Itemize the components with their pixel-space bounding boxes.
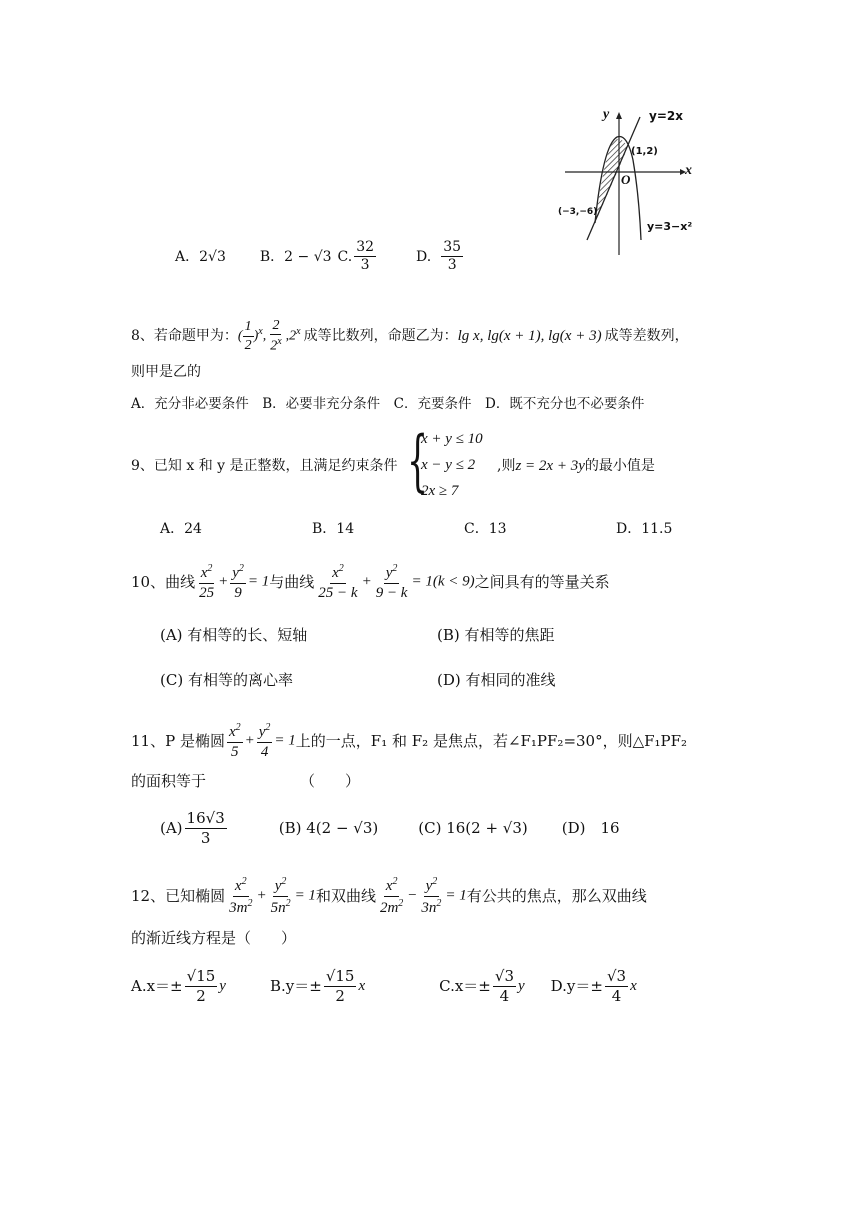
q12-opt-b-var: x xyxy=(358,977,366,994)
q9-opt-c: C．13 xyxy=(464,521,507,537)
q9-suffix-b: z = 2x + 3y xyxy=(515,458,585,474)
q12-opt-b-pre: B.y＝± xyxy=(269,976,322,995)
q12-options xyxy=(131,968,637,1004)
line-label: y=2x xyxy=(649,109,683,123)
q9-c3: 2x ≥ 7 xyxy=(421,483,459,499)
q11-opt-a-den: 3 xyxy=(200,828,211,847)
q12-opt-d-var: x xyxy=(630,977,637,994)
q12-opt-a-pre: A.x＝± xyxy=(131,976,183,995)
q7-c-frac xyxy=(354,240,376,274)
q11-options xyxy=(160,810,620,846)
q10-prefix: 10、曲线 xyxy=(131,572,196,591)
q7-d-num: 35 xyxy=(441,240,463,257)
q12-opt-a-num: √15 xyxy=(186,967,216,985)
q12-opt-b-frac xyxy=(324,968,357,1004)
q10-opt-a: (A) 有相等的长、短轴 xyxy=(160,626,308,644)
q11-opt-a-label: (A) xyxy=(160,818,183,837)
q7-d-label: D. xyxy=(416,248,432,265)
q12-prefix: 12、已知椭圆 xyxy=(131,886,226,905)
q10-mid: 与曲线 xyxy=(269,572,315,591)
q8-lg-expr: lg x, lg(x + 1), lg(x + 3) xyxy=(457,327,602,344)
q8-line1 xyxy=(131,318,689,354)
q11-line2: 的面积等于 xyxy=(131,772,207,790)
origin-label: O xyxy=(621,172,631,187)
q12-opt-b-num: √15 xyxy=(325,967,355,985)
q11-opt-a-num: 16√3 xyxy=(186,809,225,827)
q11-opt-a-frac xyxy=(185,810,227,846)
q11-prefix: 11、P 是椭圆 xyxy=(131,731,225,750)
q8-line2: 则甲是乙的 xyxy=(131,364,201,380)
q9-opt-b: B．14 xyxy=(312,521,355,537)
q12-opt-a-frac xyxy=(185,968,218,1004)
q9-suffix xyxy=(497,459,655,474)
q11-mid: 上的一点，F₁ 和 F₂ 是焦点，若∠F₁PF₂=30°，则△F₁PF₂ xyxy=(295,731,688,750)
y-axis-label: y xyxy=(603,107,610,122)
q9-suffix-c: 的最小值是 xyxy=(584,458,655,474)
q9-c1: x + y ≤ 10 xyxy=(421,431,483,447)
q7-b-val: 2 − √3 xyxy=(284,248,332,265)
q8-seq-expr: ( $\frac{1}{2}$ )$^x$, $\frac{2}{2^x}$ ,2$^x$ xyxy=(237,318,301,355)
q12-mid: 和双曲线 xyxy=(315,886,376,905)
point-label-1: (1,2) xyxy=(631,146,658,157)
q12-opt-d-pre: D.y＝± xyxy=(550,976,603,995)
q8-suffix: 成等差数列， xyxy=(604,328,689,345)
q12-hyperbola: $\frac{x^2}{2m^2}$ − $\frac{y^2}{3n^2}$ = 1 xyxy=(379,876,467,916)
q12-opt-d-den: 4 xyxy=(611,986,622,1005)
q9-brace: { xyxy=(407,422,428,499)
q9-suffix-a: ,则 xyxy=(497,458,516,474)
q12-opt-c-var: y xyxy=(518,977,525,994)
q10-opt-c: (C) 有相等的离心率 xyxy=(160,671,293,689)
q10-line xyxy=(131,563,610,601)
q12-ellipse: $\frac{x^2}{3m^2}$ + $\frac{y^2}{5n^2}$ = 1 xyxy=(229,876,316,916)
q7-c-num: 32 xyxy=(354,240,376,257)
q10-curve2: $\frac{x^2}{25 - k}$ + $\frac{y^2}{9 - k}$ = 1(k < 9) xyxy=(318,563,475,601)
q7-c-label: C. xyxy=(337,248,353,265)
q12-opt-c-den: 4 xyxy=(499,986,510,1005)
q8-prefix: 8、若命题甲为： xyxy=(131,328,238,345)
q8-options: A．充分非必要条件 B．必要非充分条件 C．充要条件 D．既不充分也不必要条件 xyxy=(131,396,645,412)
q7-c-den: 3 xyxy=(360,257,370,274)
q10-opt-d: (D) 有相同的准线 xyxy=(437,671,556,689)
q11-ellipse: $\frac{x^2}{5}$ + $\frac{y^2}{4}$ = 1 xyxy=(228,722,296,760)
q10-suffix: 之间具有的等量关系 xyxy=(474,572,610,591)
q11-opt-d: (D) 16 xyxy=(561,818,620,837)
x-axis-label: x xyxy=(685,163,692,178)
q10-curve1: $\frac{x^2}{25}$ + $\frac{y^2}{9}$ = 1 xyxy=(199,563,270,601)
q7-d-den: 3 xyxy=(447,257,457,274)
q9-opt-a: A．24 xyxy=(160,521,202,537)
point-label-2: (−3,−6) xyxy=(558,207,598,217)
q9-opt-d: D．11.5 xyxy=(616,521,673,537)
q11-line1 xyxy=(131,722,687,760)
q7-d-frac xyxy=(441,240,463,274)
q12-opt-d-num: √3 xyxy=(606,967,627,985)
q8-mid: 成等比数列，命题乙为： xyxy=(303,328,458,345)
q7-a-val: 2√3 xyxy=(199,248,226,265)
q7-b-label: B． xyxy=(259,248,285,265)
graph-figure xyxy=(555,105,715,260)
q9-c2: x − y ≤ 2 xyxy=(421,457,476,473)
q12-line1 xyxy=(131,876,647,916)
q12-opt-c-num: √3 xyxy=(494,967,514,985)
q11-paren: （ ） xyxy=(300,772,361,790)
q9-prefix: 9、已知 x 和 y 是正整数，且满足约束条件 xyxy=(131,458,398,474)
q7-options xyxy=(175,240,465,274)
parabola-label: y=3−x² xyxy=(647,220,693,233)
q11-opt-b: (B) 4(2 − √3) xyxy=(278,818,379,837)
q12-suffix: 有公共的焦点，那么双曲线 xyxy=(466,886,647,905)
y-axis-arrow xyxy=(616,112,622,119)
q11-opt-c: (C) 16(2 + √3) xyxy=(418,818,528,837)
q12-opt-a-den: 2 xyxy=(196,986,206,1005)
q12-opt-c-frac xyxy=(493,968,516,1004)
q10-opt-b: (B) 有相等的焦距 xyxy=(437,626,555,644)
q12-opt-b-den: 2 xyxy=(335,986,345,1005)
q7-a-label: A． xyxy=(175,248,200,265)
q12-opt-c-pre: C.x＝± xyxy=(439,976,491,995)
graph-svg xyxy=(555,105,715,260)
q12-line2: 的渐近线方程是（ ） xyxy=(131,929,297,947)
q12-opt-a-var: y xyxy=(219,977,226,994)
q12-opt-d-frac xyxy=(605,968,628,1004)
